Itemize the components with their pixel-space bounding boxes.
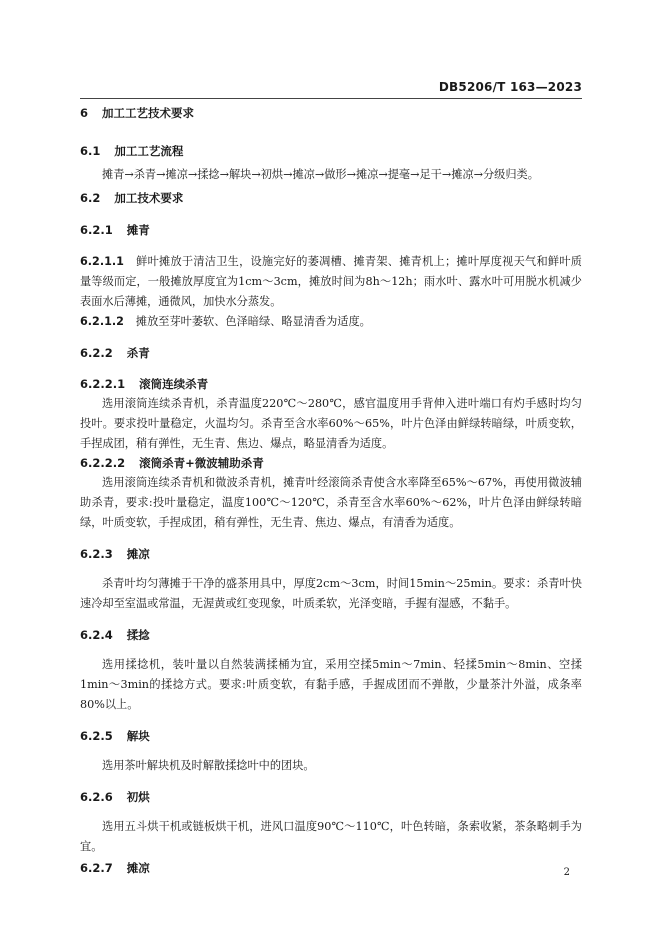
paragraph-6-2-2-2: 选用滚筒连续杀青机和微波杀青机，摊青叶经滚筒杀青使含水率降至65%～67%，再使用微波辅助杀青，要求:投叶量稳定，温度100℃～120℃，杀青至含水率60%～62%，叶片色泽由鲜绿转暗绿，叶质变软，手捏成团，稍有弹性，无生青、焦边、爆点，有清香为适度。	[80, 476, 582, 529]
heading-title: 滚筒连续杀青	[139, 377, 209, 391]
heading-title: 杀青	[126, 346, 150, 360]
heading-number: 6.2.2.2	[80, 456, 126, 470]
heading-title: 滚筒杀青+微波辅助杀青	[139, 456, 264, 470]
heading-title: 摊凉	[126, 547, 150, 561]
heading-6-2-2-1	[80, 375, 582, 394]
heading-6-2	[80, 189, 582, 208]
heading-title: 揉捻	[126, 628, 150, 642]
heading-6-2-5	[80, 727, 582, 746]
heading-number: 6	[80, 106, 89, 120]
clause-text: 摊放至芽叶萎软、色泽暗绿、略显清香为适度。	[135, 315, 371, 328]
heading-6-2-6	[80, 788, 582, 807]
heading-title: 初烘	[126, 790, 150, 804]
heading-6-2-4	[80, 626, 582, 645]
heading-number: 6.2.6	[80, 790, 113, 804]
clause-number: 6.2.1.1	[80, 255, 124, 268]
heading-6-2-3	[80, 545, 582, 564]
header-rule	[80, 98, 582, 99]
heading-6-1	[80, 142, 582, 161]
heading-6-2-2-2	[80, 454, 582, 473]
clause-number: 6.2.1.2	[80, 315, 124, 328]
paragraph-6-2-2-1: 选用滚筒连续杀青机，杀青温度220℃～280℃，感官温度用手背伸入进叶端口有灼手感时均匀投叶。要求投叶量稳定，火温均匀。杀青至含水率60%～65%，叶片色泽由鲜绿转暗绿，叶质变软，手捏成团，稍有弹性，无生青、焦边、爆点，略显清香为适度。	[80, 397, 582, 450]
heading-number: 6.2.7	[80, 861, 113, 875]
paragraph-6-2-6: 选用五斗烘干机或链板烘干机，进风口温度90℃～110℃，叶色转暗，条索收紧，茶条略刺手为宜。	[80, 820, 582, 853]
paragraph-6-2-4: 选用揉捻机，装叶量以自然装满揉桶为宜，采用空揉5min～7min、轻揉5min～8min、空揉1min～3min的揉捻方式。要求:叶质变软，有黏手感，手握成团而不弹散，少量茶汁外溢，成条率80%以上。	[80, 658, 582, 711]
heading-title: 摊青	[126, 223, 150, 237]
heading-title: 加工工艺流程	[114, 144, 184, 158]
heading-title: 加工技术要求	[114, 191, 184, 205]
heading-title: 加工工艺技术要求	[102, 106, 195, 120]
paragraph-6-2-3: 杀青叶均匀薄摊于干净的盛茶用具中，厚度2cm～3cm，时间15min～25min。要求：杀青叶快速冷却至室温或常温，无渥黄或红变现象，叶质柔软，光泽变暗，手握有湿感，不黏手。	[80, 577, 582, 610]
heading-number: 6.1	[80, 144, 101, 158]
paragraph-6-2-1-1	[80, 252, 582, 312]
heading-title: 摊凉	[126, 861, 150, 875]
heading-number: 6.2.2	[80, 346, 113, 360]
heading-number: 6.2.2.1	[80, 377, 126, 391]
standard-code: DB5206/T 163—2023	[438, 80, 582, 94]
heading-number: 6.2.3	[80, 547, 113, 561]
heading-number: 6.2.5	[80, 729, 113, 743]
clause-text: 鲜叶摊放于清洁卫生，设施完好的萎凋槽、摊青架、摊青机上；摊叶厚度视天气和鲜叶质量等级而定，一般摊放厚度宜为1cm～3cm，摊放时间为8h～12h；雨水叶、露水叶可用脱水机减少表面水后薄摊，通微风，加快水分蒸发。	[80, 255, 582, 308]
paragraph-6-2-5: 选用茶叶解块机及时解散揉捻叶中的团块。	[102, 759, 315, 772]
heading-6	[80, 104, 582, 123]
heading-number: 6.2.1	[80, 223, 113, 237]
heading-6-2-7	[80, 859, 582, 878]
heading-number: 6.2.4	[80, 628, 113, 642]
paragraph-6-2-1-2	[80, 312, 582, 332]
heading-number: 6.2	[80, 191, 101, 205]
paragraph-6-1: 摊青→杀青→摊凉→揉捻→解块→初烘→摊凉→做形→摊凉→提毫→足干→摊凉→分级归类。	[102, 168, 539, 181]
page-header	[0, 80, 662, 102]
page-number: 2	[563, 867, 570, 878]
heading-6-2-2	[80, 344, 582, 363]
heading-6-2-1	[80, 221, 582, 240]
document-body	[80, 104, 582, 878]
heading-title: 解块	[126, 729, 150, 743]
